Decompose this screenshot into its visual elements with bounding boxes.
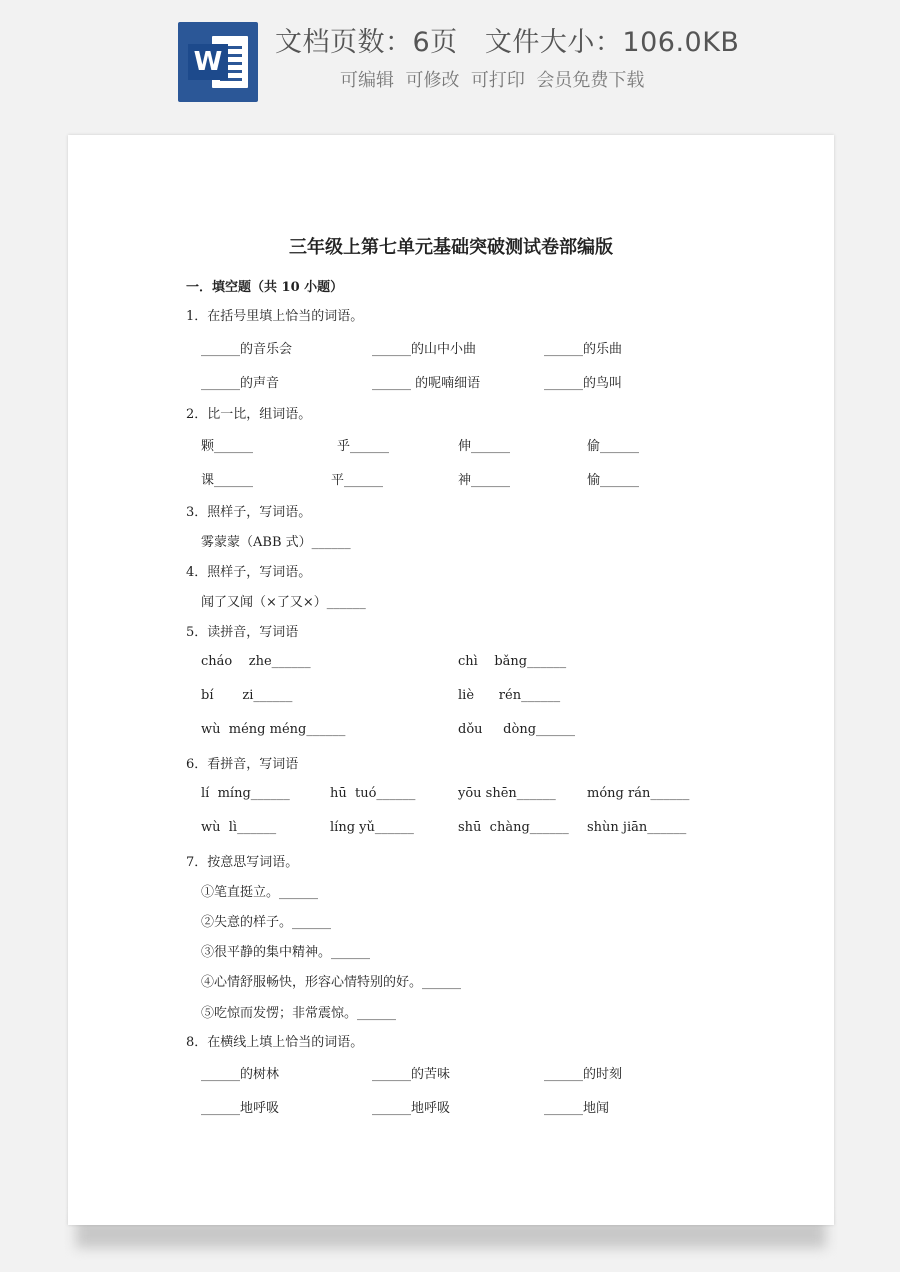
q2-blank: 颗______	[201, 439, 254, 454]
question-8-stem: 8．在横线上填上恰当的词语。	[186, 1035, 364, 1050]
question-7-stem: 7．按意思写词语。	[186, 855, 299, 870]
q5-blank: dǒu dòng______	[458, 722, 576, 737]
question-2-stem: 2．比一比，组词语。	[186, 407, 312, 422]
q6-blank: wù lì______	[201, 820, 277, 835]
q8-blank: ______的时刻	[544, 1067, 623, 1082]
word-document-icon	[178, 22, 258, 102]
q2-blank: 平______	[331, 473, 384, 488]
q5-blank: bí zi______	[201, 688, 293, 703]
q7-item: ③很平静的集中精神。______	[201, 945, 371, 960]
q6-blank: líng yǔ______	[330, 820, 414, 835]
section-heading: 一．填空题（共 10 小题）	[186, 280, 344, 295]
q8-blank: ______的树林	[201, 1067, 280, 1082]
q5-blank: wù méng méng______	[201, 722, 346, 737]
q7-item: ⑤吃惊而发愣；非常震惊。______	[201, 1006, 397, 1021]
q1-blank: ______的鸟叫	[544, 376, 623, 391]
q7-item: ①笔直挺立。______	[201, 885, 319, 900]
download-banner	[0, 0, 900, 120]
q1-blank: ______ 的呢喃细语	[372, 376, 481, 391]
q6-blank: lí míng______	[201, 786, 290, 801]
q5-blank: liè rén______	[458, 688, 561, 703]
q3-blank: 雾蒙蒙（ABB 式）______	[201, 535, 351, 550]
q1-blank: ______的音乐会	[201, 342, 293, 357]
q5-blank: cháo zhe______	[201, 654, 311, 669]
q2-blank: 愉______	[587, 473, 640, 488]
question-3-stem: 3．照样子，写词语。	[186, 505, 312, 520]
q6-blank: hū tuó______	[330, 786, 416, 801]
q8-blank: ______的苦味	[372, 1067, 451, 1082]
q1-blank: ______的山中小曲	[372, 342, 477, 357]
q5-blank: chì bǎng______	[458, 654, 567, 669]
document-page	[68, 135, 834, 1225]
q1-blank: ______的声音	[201, 376, 280, 391]
q7-item: ②失意的样子。______	[201, 915, 332, 930]
q4-blank: 闻了又闻（×了又×）______	[201, 595, 366, 610]
q7-item: ④心情舒服畅快，形容心情特别的好。______	[201, 975, 462, 990]
document-title: 三年级上第七单元基础突破测试卷部编版	[289, 237, 613, 258]
question-6-stem: 6．看拼音，写词语	[186, 757, 299, 772]
q6-blank: móng rán______	[587, 786, 690, 801]
question-1-stem: 1．在括号里填上恰当的词语。	[186, 309, 364, 324]
file-features-subtitle: 可编辑 可修改 可打印 会员免费下载	[340, 70, 645, 91]
q6-blank: yōu shēn______	[458, 786, 556, 801]
q8-blank: ______地呼吸	[372, 1101, 451, 1116]
q2-blank: 乎______	[337, 439, 390, 454]
word-logo-letter: W	[188, 44, 228, 80]
q2-blank: 课______	[201, 473, 254, 488]
q8-blank: ______地闻	[544, 1101, 610, 1116]
file-info-title: 文档页数：6页 文件大小：106.0KB	[275, 27, 740, 58]
question-5-stem: 5．读拼音，写词语	[186, 625, 299, 640]
q2-blank: 伸______	[458, 439, 511, 454]
question-4-stem: 4．照样子，写词语。	[186, 565, 312, 580]
q2-blank: 神______	[458, 473, 511, 488]
q2-blank: 偷______	[587, 439, 640, 454]
q6-blank: shùn jiān______	[587, 820, 687, 835]
q6-blank: shū chàng______	[458, 820, 569, 835]
q1-blank: ______的乐曲	[544, 342, 623, 357]
q8-blank: ______地呼吸	[201, 1101, 280, 1116]
